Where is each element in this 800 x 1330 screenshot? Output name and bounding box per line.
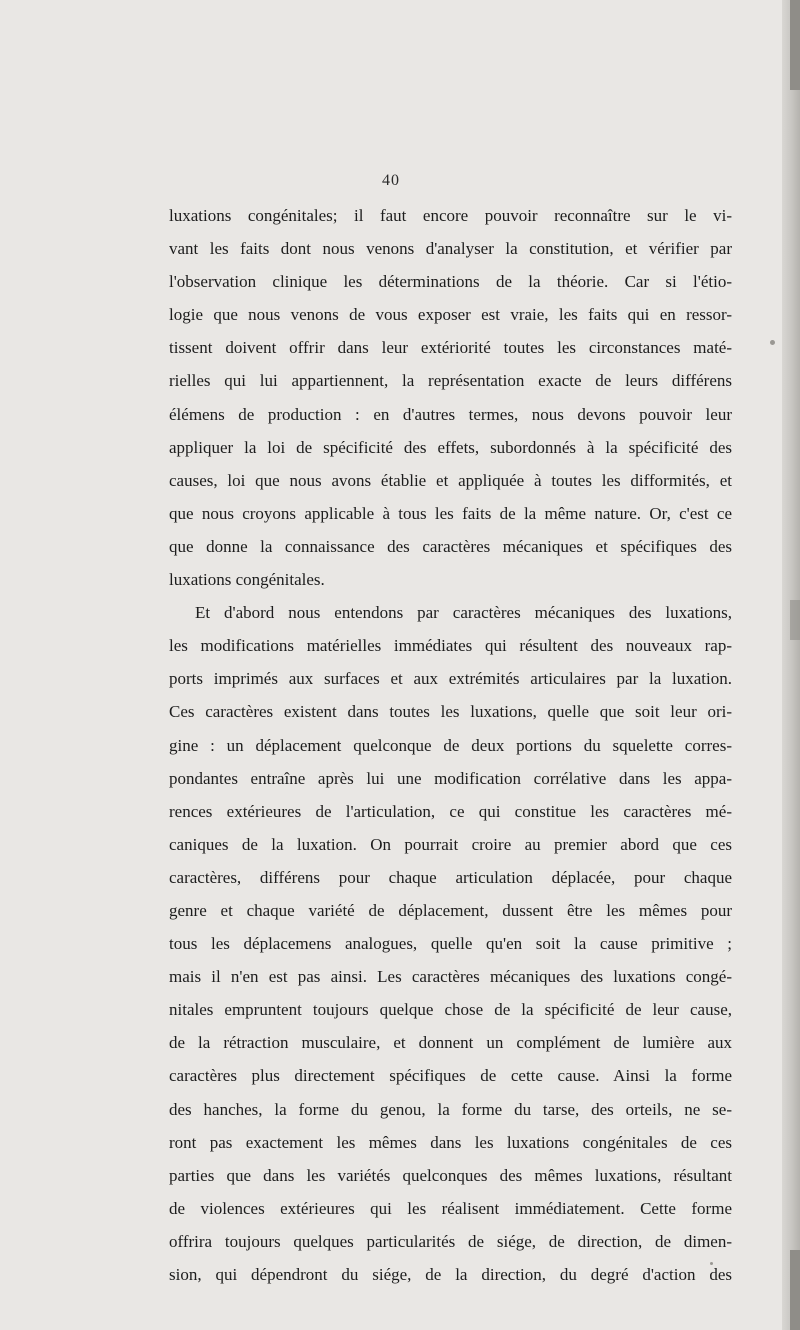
text-line: rences extérieures de l'articulation, ce qui constitue les caractères mé- [169, 801, 732, 821]
page-edge-mark [790, 1250, 800, 1330]
text-line: luxations congénitales; il faut encore pouvoir reconnaître sur le vi- [169, 206, 732, 225]
text-line: de la rétraction musculaire, et donnent un complément de lumière aux [169, 1033, 732, 1053]
text-line: élémens de production : en d'autres termes, nous devons pouvoir leur [169, 404, 732, 424]
text-line: luxations congénitales. [169, 570, 325, 590]
page-edge-shadow [782, 0, 800, 1330]
page-number: 40 [382, 172, 400, 189]
text-line: appliquer la loi de spécificité des effets, subordonnés à la spécificité des [169, 437, 732, 457]
text-line: l'observation clinique les déterminations de la théorie. Car si l'étio- [169, 272, 732, 292]
text-line: offrira toujours quelques particularités de siége, de direction, de dimen- [169, 1231, 732, 1251]
text-line: tous les déplacemens analogues, quelle qu'en soit la cause primitive ; [169, 934, 732, 954]
text-line: logie que nous venons de vous exposer est vraie, les faits qui en ressor- [169, 305, 732, 325]
text-line: que nous croyons applicable à tous les faits de la même nature. Or, c'est ce [169, 503, 732, 523]
text-line: caractères, différens pour chaque articulation déplacée, pour chaque [169, 867, 732, 887]
text-line: pondantes entraîne après lui une modification corrélative dans les appa- [169, 768, 732, 788]
text-line: vant les faits dont nous venons d'analyser la constitution, et vérifier par [169, 239, 732, 259]
text-line: tissent doivent offrir dans leur extériorité toutes les circonstances maté- [169, 338, 732, 358]
text-line: rielles qui lui appartiennent, la représentation exacte de leurs différens [169, 371, 732, 391]
text-line: Et d'abord nous entendons par caractères mécaniques des luxations, [195, 603, 732, 623]
text-line: caniques de la luxation. On pourrait croire au premier abord que ces [169, 834, 732, 854]
text-line: ports imprimés aux surfaces et aux extrémités articulaires par la luxation. [169, 669, 732, 689]
text-line: nitales empruntent toujours quelque chose de la spécificité de leur cause, [169, 1000, 732, 1020]
text-line: caractères plus directement spécifiques de cette cause. Ainsi la forme [169, 1066, 732, 1086]
text-line: ront pas exactement les mêmes dans les luxations congénitales de ces [169, 1132, 732, 1152]
page-edge-mark [790, 600, 800, 640]
text-line: sion, qui dépendront du siége, de la direction, du degré d'action des [169, 1265, 732, 1284]
text-line: de violences extérieures qui les réalisent immédiatement. Cette forme [169, 1198, 732, 1218]
text-line: causes, loi que nous avons établie et appliquée à toutes les difformités, et [169, 470, 732, 490]
text-line: les modifications matérielles immédiates qui résultent des nouveaux rap- [169, 636, 732, 656]
text-line: mais il n'en est pas ainsi. Les caractères mécaniques des luxations congé- [169, 967, 732, 987]
body-text [169, 199, 732, 1291]
page-edge-mark [790, 0, 800, 90]
text-line: genre et chaque variété de déplacement, dussent être les mêmes pour [169, 900, 732, 920]
text-line: que donne la connaissance des caractères mécaniques et spécifiques des [169, 536, 732, 556]
paper-speck [770, 340, 775, 345]
text-line: gine : un déplacement quelconque de deux portions du squelette corres- [169, 735, 732, 755]
text-line: parties que dans les variétés quelconques des mêmes luxations, résultant [169, 1165, 732, 1185]
text-line: des hanches, la forme du genou, la forme du tarse, des orteils, ne se- [169, 1099, 732, 1119]
text-line: Ces caractères existent dans toutes les luxations, quelle que soit leur ori- [169, 702, 732, 722]
